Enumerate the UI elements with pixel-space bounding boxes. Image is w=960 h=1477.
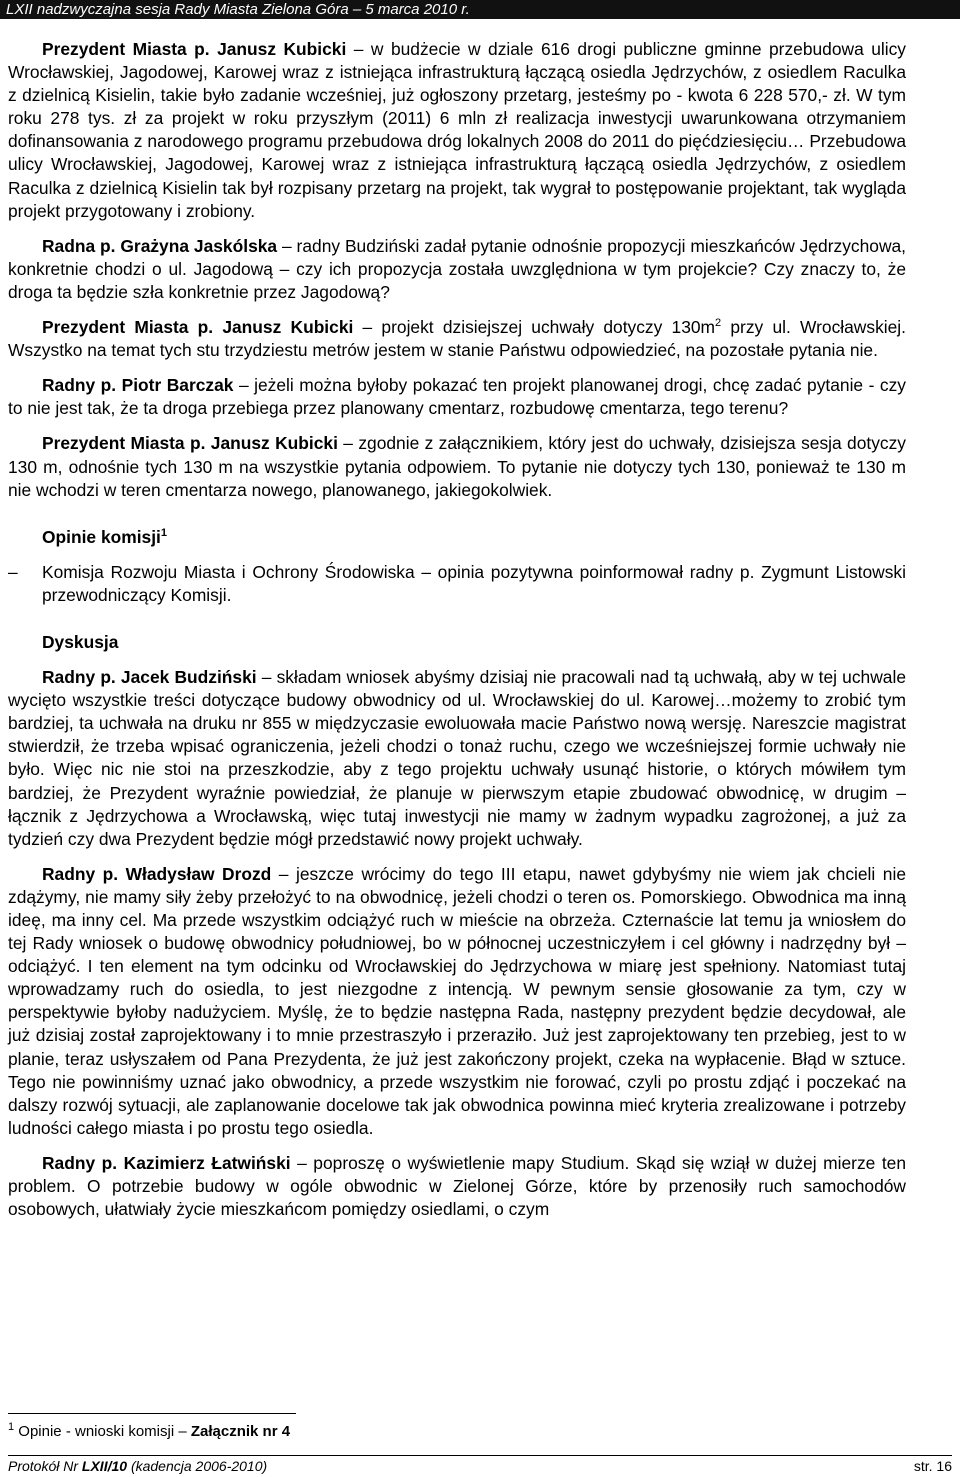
paragraph-5 (8, 432, 906, 501)
page-number: str. 16 (913, 1458, 952, 1474)
speech-text: – jeszcze wrócimy do tego III etapu, nawet gdybyśmy nie wiem jak chcieli nie zdążymy, nie mamy siły żeby przełożyć to na obwodnicę, jeżeli chodzi o teren os. Pomorskiego. Obwodnica ma inną ideę, ma inny cel. Ma przede wszystkim odciążyć ruch w mieście na obrzeża. Czternaście lat temu ja wniosłem do tej Rady wniosek o budowę obwodnicy południowej, bo w północnej uczestniczyłem i cel główny i nadrzędny był – odciążyć. I ten element na tym odcinku od Wrocławskiej do Jędrzychowa w miarę jest spełniony. Natomiast tutaj wprowadzamy ruch do osiedla, to jest niezgodne z intencją. W pewnym sensie głosowanie za tym, czy w perspektywie byłoby nadużyciem. Myślę, że to będzie następna Rada, następny prezydent będzie decydował, ale już dzisiaj został zaprojektowany i to mnie przestraszyło i przeraziło. Już jest zaprojektowany ten przebieg, jest to w planie, teraz usłyszałem od Pana Prezydenta, że już jest zakończony projekt, czeka na wypłacenie. Błąd w sztuce. Tego nie powinniśmy uznać jako obwodnicy, a przede wszystkim nie forować, czyli po prostu zdjąć i poczekać na dalszy rozwój sytuacji, ale zaplanowanie docelowe tak jak obwodnica powinna mieć kryteria zrealizowane i potrzeby ludności całego miasta i po prostu tego osiedla. (8, 863, 906, 1138)
paragraph-3 (8, 316, 906, 362)
footer-prefix: Protokół Nr (8, 1458, 82, 1474)
speech-text: – projekt dzisiejszej uchwały dotyczy 130m (353, 317, 716, 338)
dash-bullet: – (8, 561, 18, 582)
page-footer (8, 1457, 952, 1475)
speech-text: – w budżecie w dziale 616 drogi publiczne gminne przebudowa ulicy Wrocławskiej, Jagodowej, Karowej wraz z istniejąca infrastrukturą łączącą osiedla Jędrzychów, z osiedlem Raculka z dzielnicą Kisielin, takie było zadanie wcześniej, już ogłoszony przetarg, jesteśmy po - kwota 6 228 570,- zł. W tym roku 278 tys. zł za projekt w roku przyszłym (2011) 6 mln zł realizacja inwestycji uwarunkowana otrzymaniem dofinansowania z narodowego programu przebudowa dróg lokalnych 2008 do 2011 do pięćdziesięciu… Przebudowa ulicy Wrocławskiej, Jagodowej, Karowej wraz z istniejąca infrastrukturą łączącą osiedla Jędrzychów, z osiedlem Raculka z dzielnicą Kisielin tak był rozpisany przetarg na projekt, tak wygrał to postępowanie projektant, tak wygląda projekt przygotowany i zrobiony. (8, 39, 907, 221)
document-body (8, 38, 906, 1233)
section-heading-opinions (42, 526, 906, 549)
footnote-number: 1 (8, 1421, 15, 1433)
speaker-label: Radna p. Grażyna Jaskólska (42, 235, 278, 256)
footnote-text: Opinie - wnioski komisji – (14, 1423, 191, 1440)
speech-text: – poproszę o wyświetlenie mapy Studium. Skąd się wziął w dużej mierze ten problem. O potrzebie budowy w ogóle obwodnic w Zielonej Górze, które by przenosiły ruch samochodów osobowych, ułatwiały życie mieszkańcom pomiędzy osiedlami, o czym (8, 1152, 906, 1220)
speaker-label: Radny p. Kazimierz Łatwiński (42, 1152, 291, 1173)
discussion-paragraph-2 (8, 863, 906, 1140)
footnote-attachment: Załącznik nr 4 (190, 1423, 291, 1440)
opinion-item (8, 561, 906, 607)
discussion-paragraph-3 (8, 1152, 906, 1221)
heading-text: Opinie komisji (42, 526, 161, 547)
discussion-paragraph-1 (8, 666, 906, 851)
document-header: LXII nadzwyczajna sesja Rady Miasta Zielona Góra – 5 marca 2010 r. (0, 0, 960, 19)
speech-text: – składam wniosek abyśmy dzisiaj nie pracowali nad tą uchwałą, aby w tej uchwale wycięto wszystkie treści dotyczące budowy obwodnicy od ul. Wrocławskiej do ul. Karowej…możemy to zrobić tym bardziej, ta uchwała na druku nr 855 w międzyczasie ewoluowała macie Państwo nową wersję. Nareszcie magistrat stwierdził, że trzeba wpisać ograniczenia, jeżeli chodzi o tonaż ruchu, czego we wcześniejszej formie uchwały nie było. Więc nic nie stoi na przeszkodzie, aby z tego projektu uchwały usunąć historie, o których mówiłem tym bardziej, że Prezydent wyraźnie powiedział, że planuje w pierwszym etapie zbudować obwodnicę, w drugim – łącznik z Jędrzychowa a Wrocławską, więc tutaj inwestycji nie mamy w żadnym wypadku zagrożonej, a już za tydzień czy dwa Prezydent będzie mógł przedstawić nowy projekt uchwały. (8, 667, 906, 849)
speech-text-continued: przy ul. Wrocławskiej. Wszystko na temat tych stu trzydziestu metrów jestem w stanie Państwu odpowiedzieć, na pozostałe pytania nie. (8, 317, 906, 361)
footnote (8, 1423, 290, 1441)
speech-text: – jeżeli można byłoby pokazać ten projekt planowanej drogi, chcę zadać pytanie - czy to nie jest tak, że ta droga przebiega przez planowany cmentarz, rozbudowę cmentarza, tego terenu? (8, 375, 906, 419)
speaker-label: Prezydent Miasta p. Janusz Kubicki (42, 39, 347, 59)
speaker-label: Radny p. Piotr Barczak (42, 375, 234, 396)
speech-text: – radny Budziński zadał pytanie odnośnie propozycji mieszkańców Jędrzychowa, konkretnie chodzi o ul. Jagodową – czy ich propozycja została uwzględniona w tym projekcie? Czy znaczy to, że droga ta będzie szła konkretnie przez Jagodową? (8, 235, 907, 302)
speaker-label: Prezydent Miasta p. Janusz Kubicki (42, 317, 354, 338)
speech-text: – zgodnie z załącznikiem, który jest do uchwały, dzisiejsza sesja dotyczy 130 m, odnośnie tych 130 m na wszystkie pytania odpowiem. To pytanie nie dotyczy tych 130, ponieważ te 130 m nie wchodzi w teren cmentarza nowego, planowanego, jakiegokolwiek. (8, 433, 906, 500)
footnote-separator (8, 1413, 296, 1414)
footer-term: (kadencja 2006-2010) (127, 1458, 268, 1474)
section-heading-discussion: Dyskusja (42, 631, 119, 652)
paragraph-2 (8, 235, 906, 304)
footnote-ref: 1 (160, 526, 167, 539)
paragraph-4 (8, 374, 906, 420)
paragraph-1 (8, 38, 906, 223)
superscript: 2 (715, 317, 722, 330)
opinion-text: Komisja Rozwoju Miasta i Ochrony Środowiska – opinia pozytywna poinformował radny p. Zygmunt Listowski przewodniczący Komisji. (42, 561, 906, 605)
speaker-label: Radny p. Jacek Budziński (42, 667, 257, 688)
footer-separator (8, 1455, 952, 1456)
speaker-label: Prezydent Miasta p. Janusz Kubicki (42, 433, 338, 454)
footer-protocol-number: LXII/10 (81, 1458, 128, 1474)
speaker-label: Radny p. Władysław Drozd (42, 863, 272, 884)
